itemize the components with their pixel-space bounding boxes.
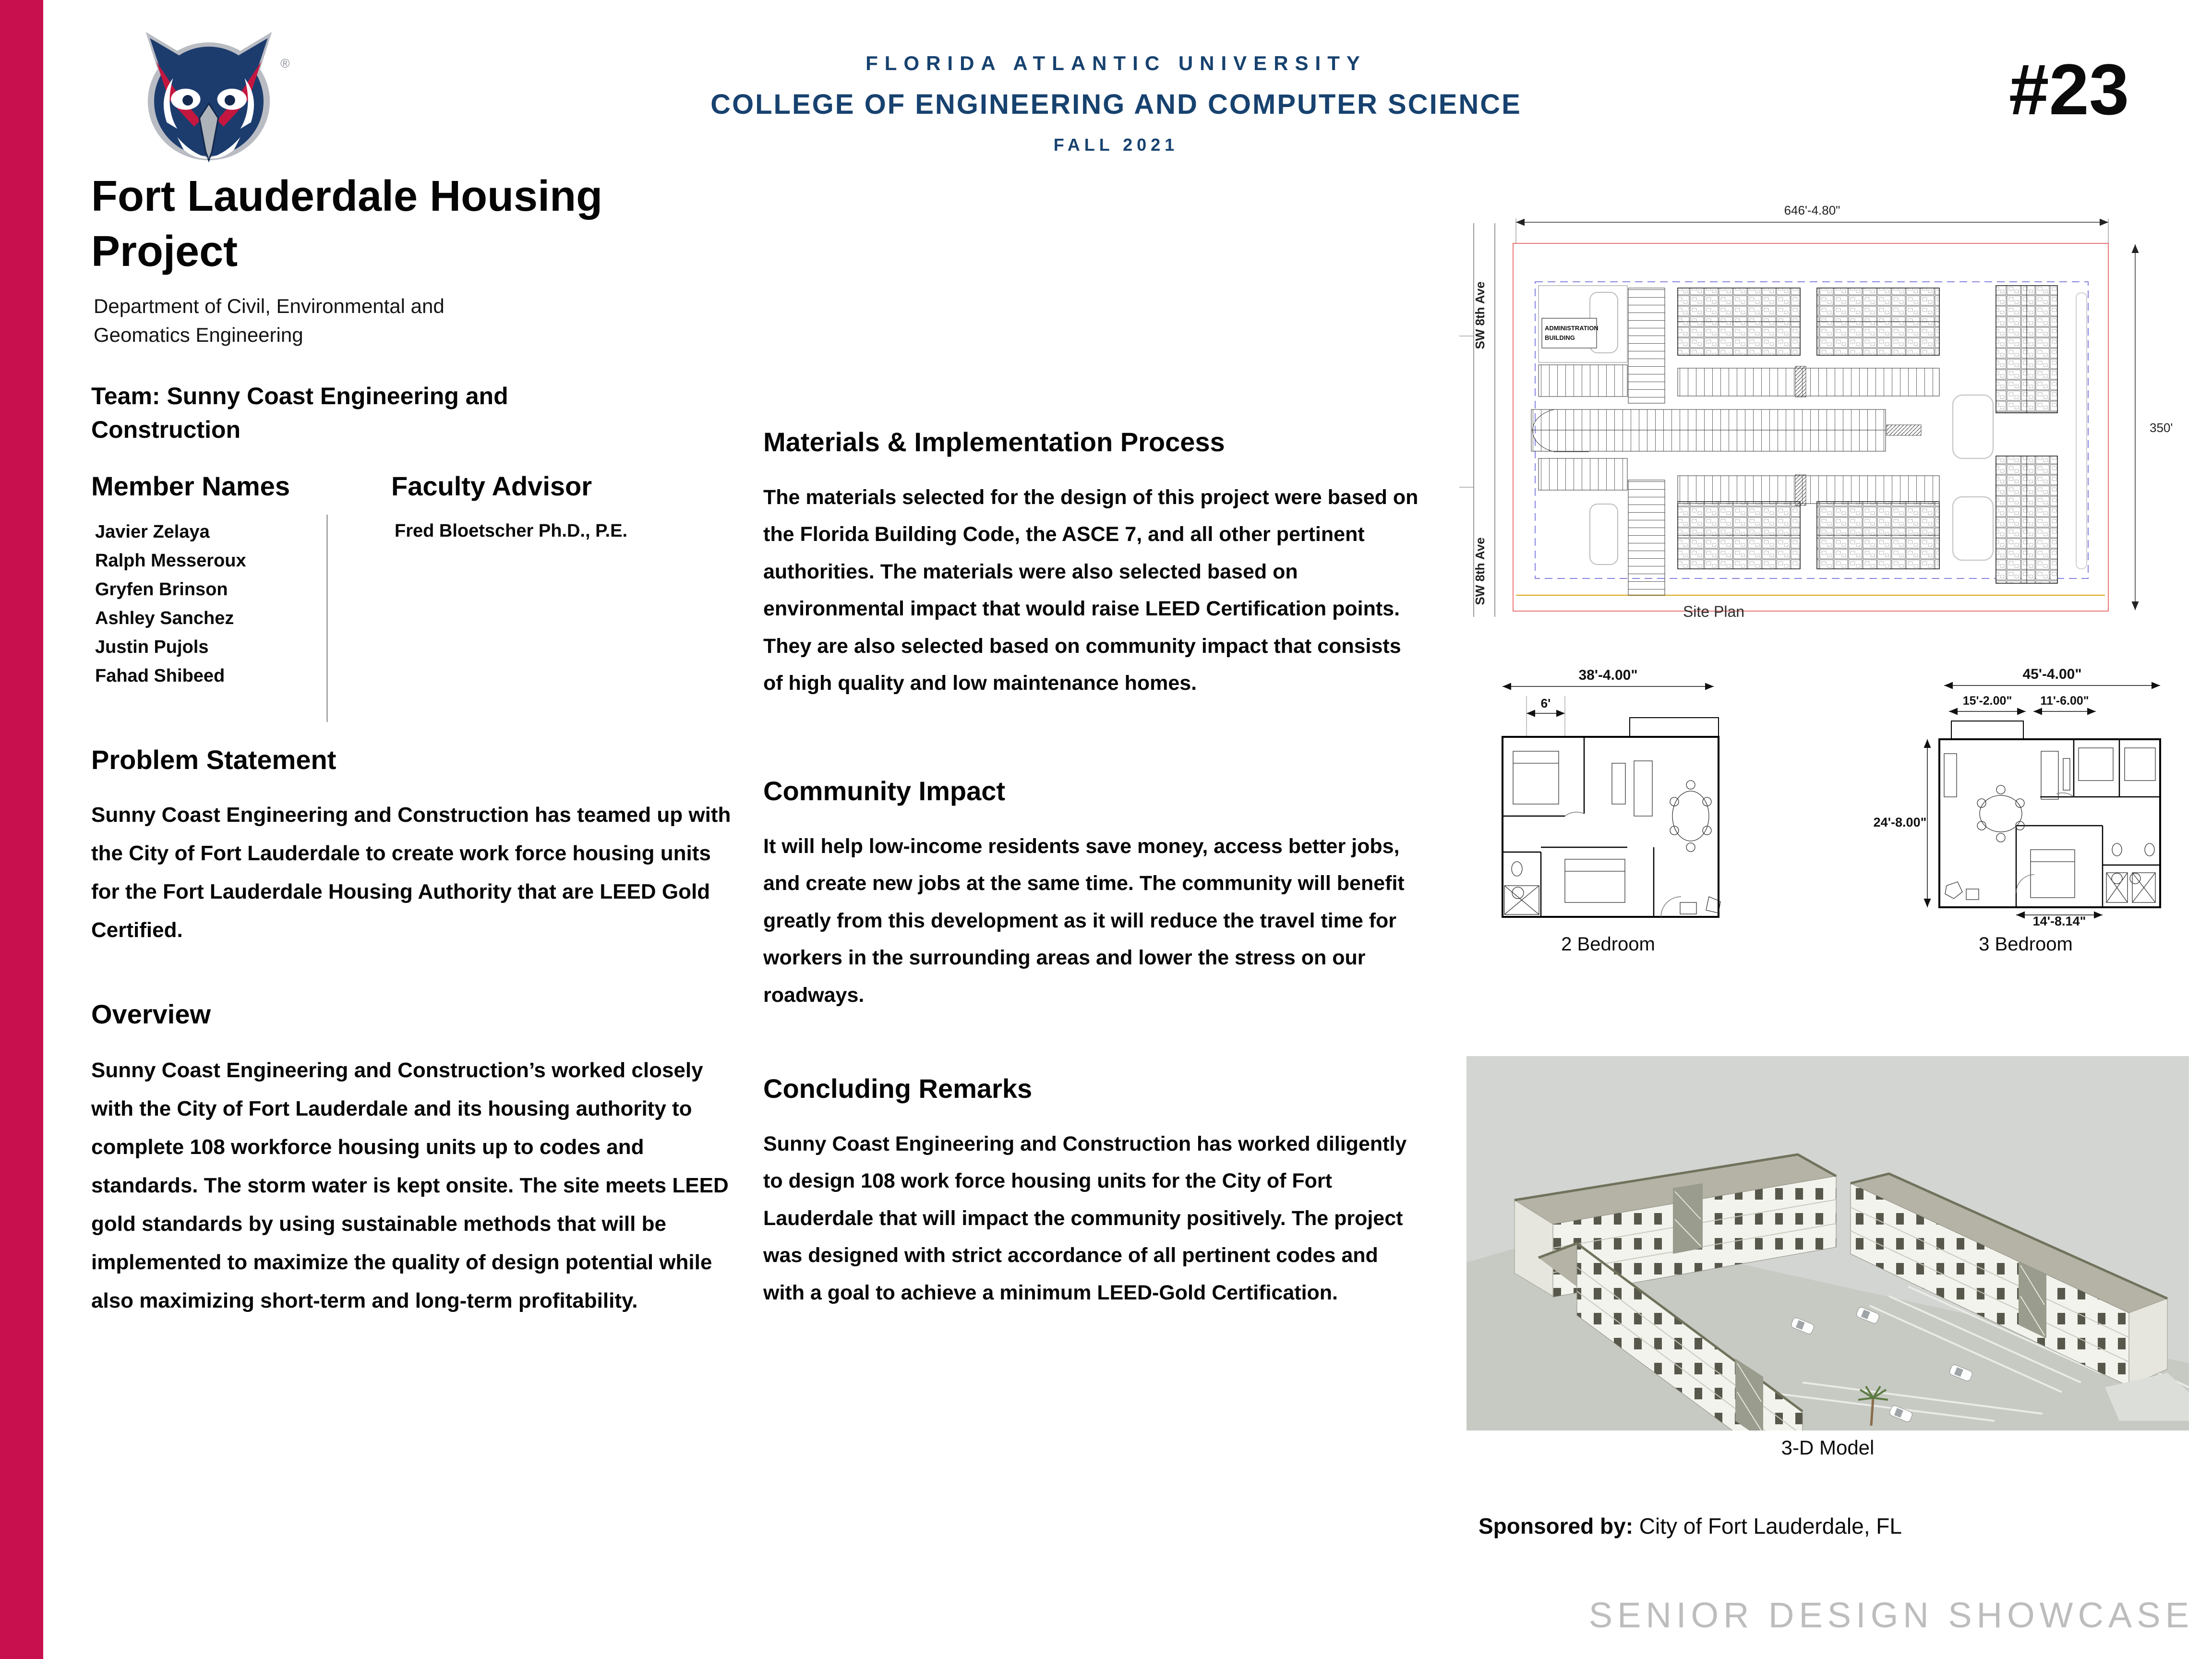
sponsored-by-value: City of Fort Lauderdale, FL (1633, 1514, 1902, 1539)
dim-width: 45'-4.00" (2022, 667, 2082, 682)
header (528, 52, 1704, 155)
member-names-heading: Member Names (91, 471, 290, 501)
registered-mark: ® (280, 56, 290, 71)
department-name: Department of Civil, Environmental and Geomatics Engineering (94, 295, 445, 346)
admin-building-label-2: BUILDING (1545, 334, 1575, 341)
floor-plan-3-bedroom-caption: 3 Bedroom (1979, 934, 2073, 955)
dim-height: 24'-8.00" (1873, 815, 1927, 830)
materials-body: The materials selected for the design of this project were based on the Florida Building Code, the ASCE 7, and all other pertinent authorities. The materials were also selected based on environmental impact that would raise LEED Certification points. They are also selected based on community impact that consists of high quality and low maintenance homes. (763, 486, 1419, 695)
model-3d-caption: 3-D Model (1781, 1436, 1875, 1459)
overview-heading: Overview (91, 999, 211, 1029)
sponsored-by-label: Sponsored by: (1479, 1514, 1634, 1539)
street-label-top: SW 8th Ave (1473, 281, 1487, 349)
left-accent-stripe (0, 0, 43, 1659)
community-impact-body: It will help low-income residents save money, access better jobs, and create new jobs at the same time. The community will benefit greatly from this development as it will reduce the travel time for workers in the surrounding areas and lower the stress on our roadways. (763, 835, 1405, 1007)
dim-room-left: 15'-2.00" (1962, 694, 2012, 708)
site-plan-caption: Site Plan (1683, 603, 1745, 620)
overview-body: Sunny Coast Engineering and Construction’s worked closely with the City of Fort Lauderdale and its housing authority to complete 108 workforce housing units up to codes and standards. The storm water is kept onsite. The site meets LEED gold standards by using sustainable methods that will be implemented to maximize the quality of design potential while also maximizing short-term and long-term profitability. (91, 1058, 729, 1313)
term-label: FALL 2021 (1053, 135, 1179, 155)
sponsored-by-line (1479, 1513, 1902, 1539)
admin-building-label-1: ADMINISTRATION (1545, 325, 1599, 332)
member-name: Ralph Messeroux (95, 551, 246, 571)
member-name: Javier Zelaya (95, 522, 210, 542)
project-title: Fort Lauderdale Housing Project (91, 172, 603, 276)
floor-plan-3-bedroom-figure (1872, 667, 2179, 926)
site-width-dimension: 646'-4.80" (1784, 203, 1840, 217)
fau-owl-logo-icon (103, 30, 314, 167)
dim-room-right: 11'-6.00" (2040, 694, 2089, 708)
problem-statement-heading: Problem Statement (91, 745, 337, 775)
faculty-advisor-heading: Faculty Advisor (391, 471, 592, 501)
problem-statement-body: Sunny Coast Engineering and Construction has teamed up with the City of Fort Lauderdale to create work force housing units for the Fort Lauderdale Housing Authority that are LEED Gold Certified. (91, 803, 731, 942)
university-name: FLORIDA ATLANTIC UNIVERSITY (866, 52, 1367, 74)
floor-plan-2-bedroom-figure (1469, 667, 1747, 926)
team-name: Team: Sunny Coast Engineering and Construction (91, 383, 508, 443)
materials-heading: Materials & Implementation Process (763, 427, 1225, 457)
member-advisor-divider (326, 515, 328, 722)
model-3d-figure (1467, 1056, 2189, 1431)
member-name: Justin Pujols (95, 637, 209, 658)
faculty-advisor-name: Fred Bloetscher Ph.D., P.E. (395, 521, 628, 541)
member-name: Fahad Shibeed (95, 666, 225, 686)
poster-number: #23 (2009, 49, 2129, 130)
member-name: Gryfen Brinson (95, 579, 228, 600)
site-plan-figure (1459, 190, 2189, 624)
dim-bottom: 14'-8.14" (2032, 914, 2086, 926)
senior-design-showcase-footer: SENIOR DESIGN SHOWCASE (1588, 1595, 2194, 1635)
community-impact-heading: Community Impact (763, 776, 1006, 806)
floor-plan-2-bedroom-caption: 2 Bedroom (1561, 934, 1655, 955)
concluding-remarks-body: Sunny Coast Engineering and Construction has worked diligently to design 108 work force housing units for the City of Fort Lauderdale that will impact the community positively. The project was designed with strict accordance of all pertinent codes and with a goal to achieve a minimum LEED-Gold Certification. (763, 1132, 1407, 1304)
street-label-bottom: SW 8th Ave (1473, 537, 1487, 605)
dim-closet: 6' (1540, 696, 1551, 710)
member-name: Ashley Sanchez (95, 608, 234, 629)
dim-width: 38'-4.00" (1578, 667, 1638, 683)
member-list (95, 517, 246, 690)
site-height-dimension: 350' (2150, 421, 2173, 435)
college-name: COLLEGE OF ENGINEERING AND COMPUTER SCIENCE (710, 89, 1522, 120)
concluding-remarks-heading: Concluding Remarks (763, 1073, 1033, 1104)
